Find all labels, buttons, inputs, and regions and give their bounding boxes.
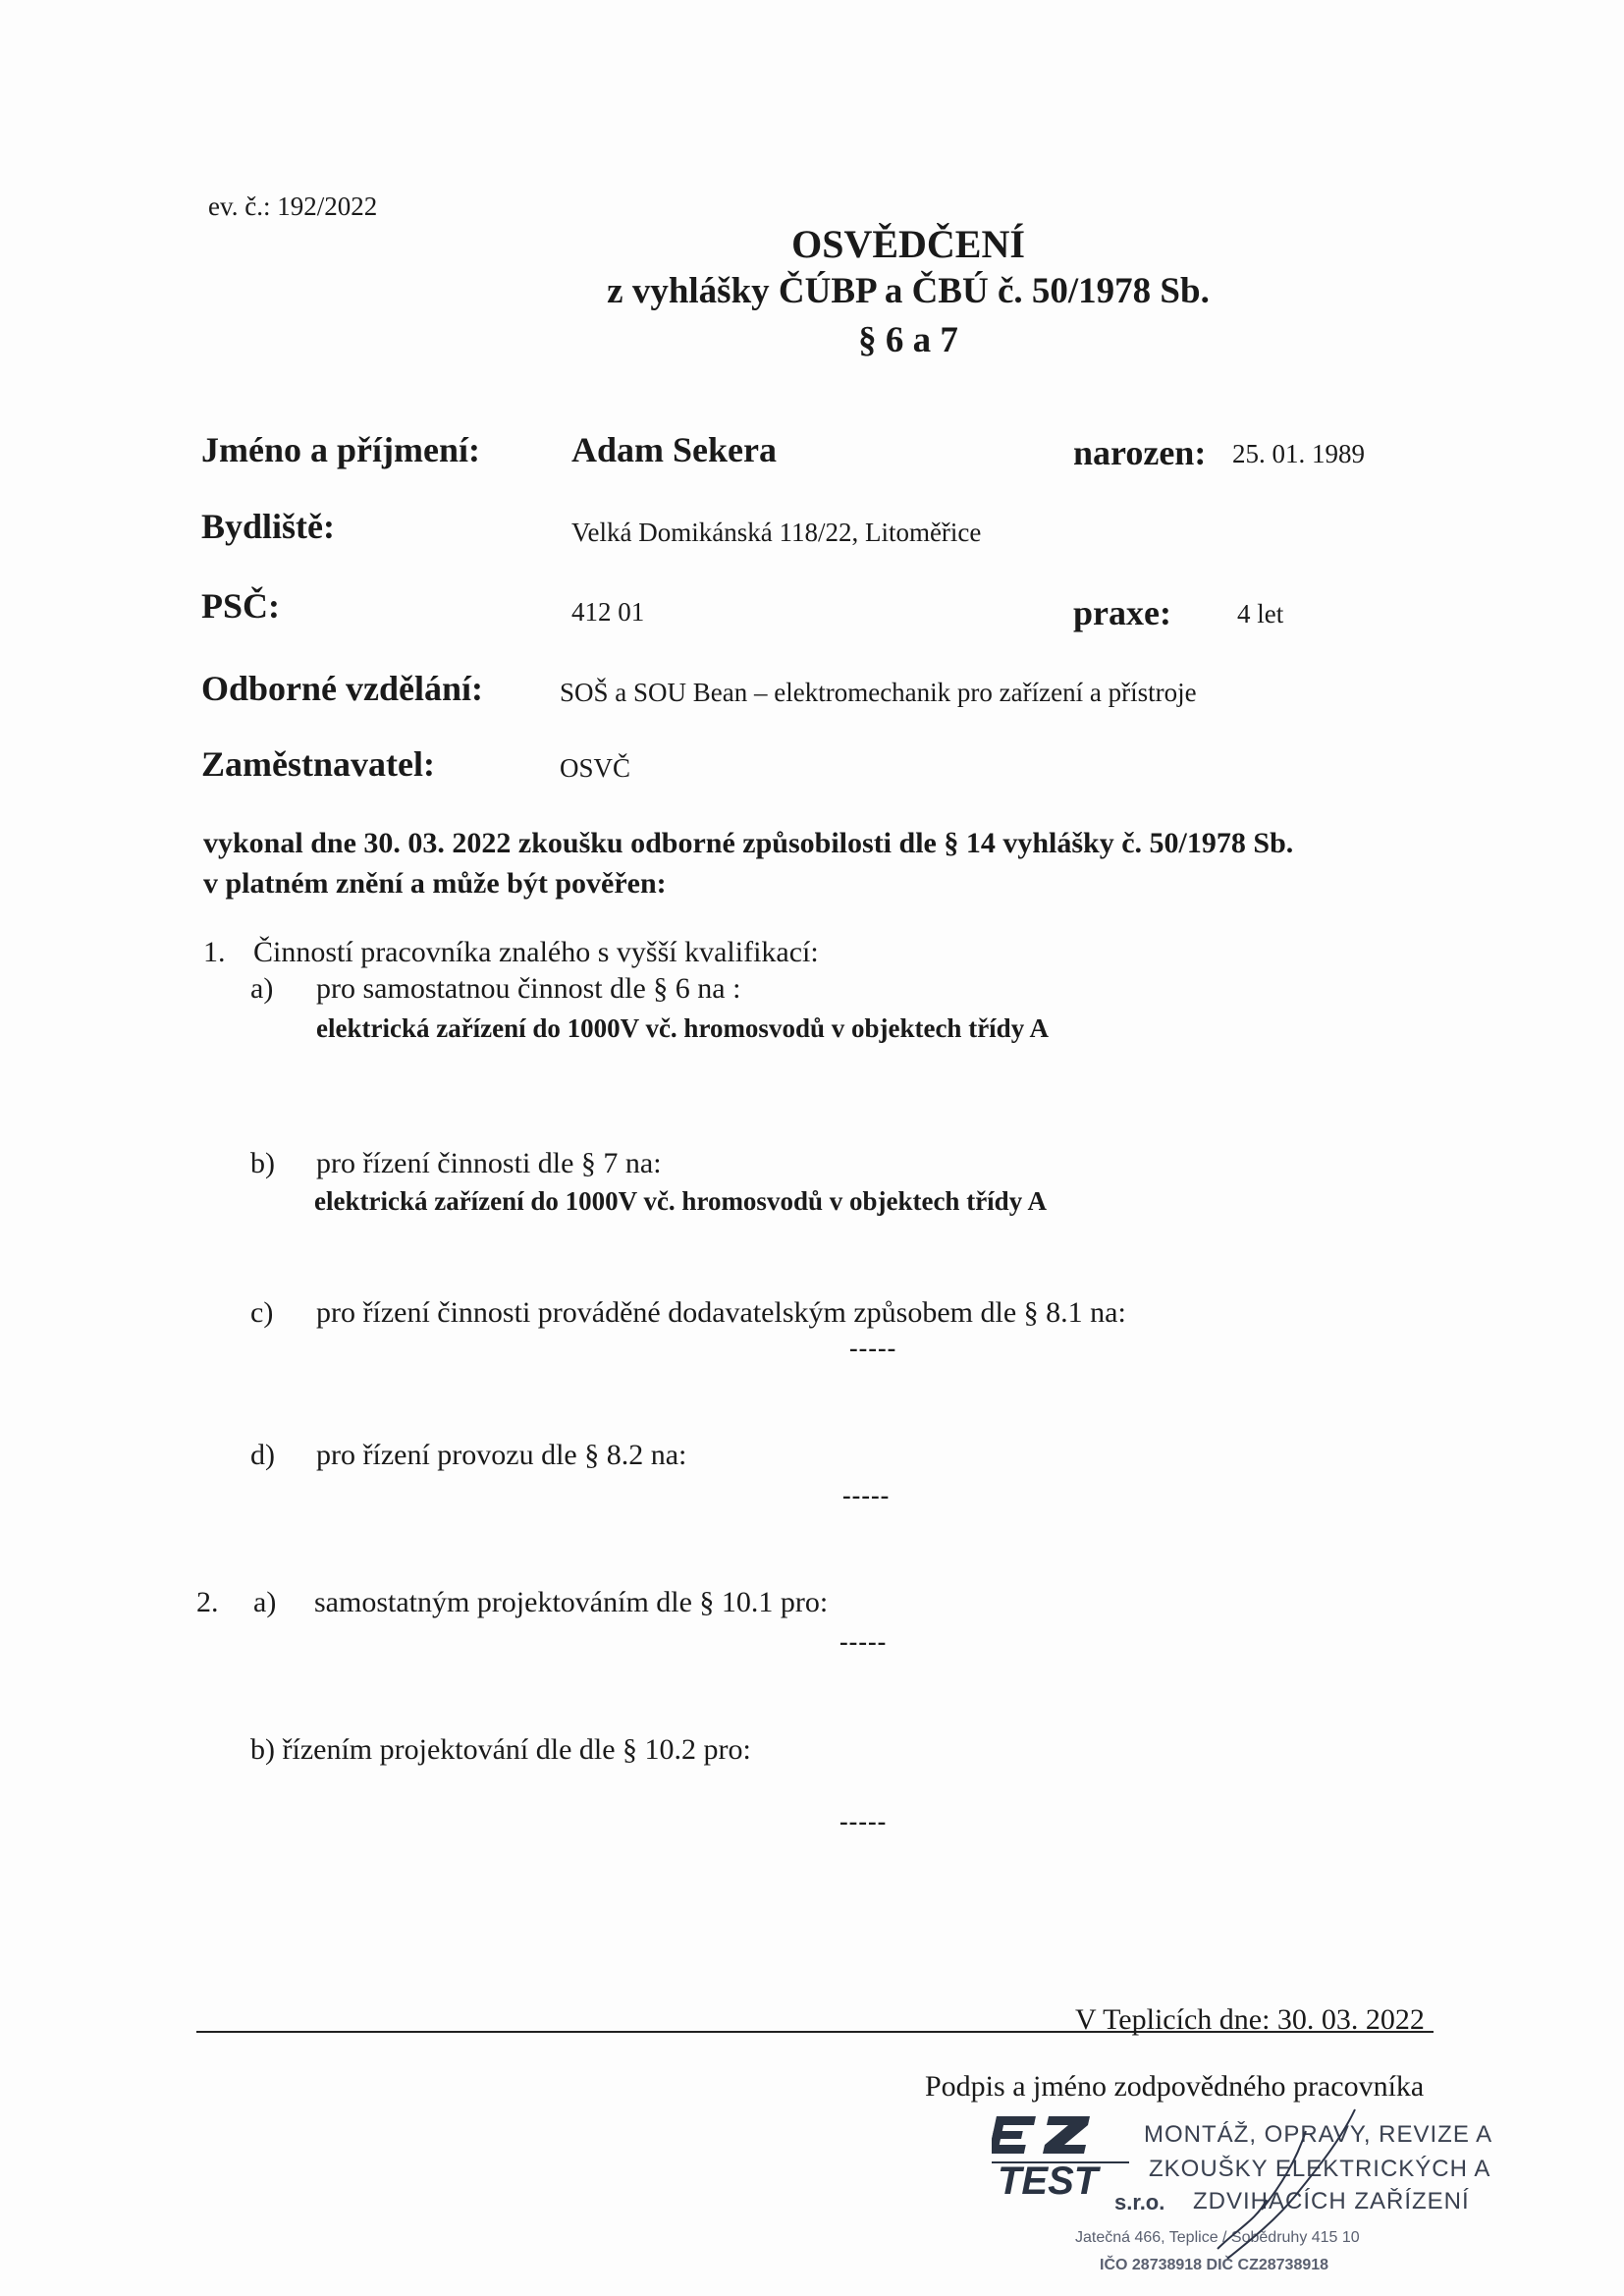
employer-value: OSVČ: [560, 753, 631, 783]
psc-value: 412 01: [571, 597, 645, 627]
address-label: Bydliště:: [201, 507, 336, 546]
education-value: SOŠ a SOU Bean – elektromechanik pro zařízení a přístroje: [560, 678, 1197, 707]
document-subtitle: z vyhlášky ČÚBP a ČBÚ č. 50/1978 Sb.: [607, 271, 1210, 311]
section-1b-scope: elektrická zařízení do 1000V vč. hromosvodů v objektech třídy A: [314, 1186, 1047, 1216]
section-2b-text: b) řízením projektování dle dle § 10.2 pro:: [250, 1733, 751, 1766]
section-1-number: 1.: [203, 936, 226, 968]
psc-label: PSČ:: [201, 586, 280, 626]
praxe-value: 4 let: [1237, 599, 1284, 629]
signature-caption: Podpis a jméno zodpovědného pracovníka: [925, 2070, 1425, 2103]
statement-line-2: v platném znění a může být pověřen:: [203, 867, 667, 900]
section-2a-scope: -----: [839, 1627, 888, 1656]
section-1-heading: Činností pracovníka znalého s vyšší kvalifikací:: [253, 936, 819, 968]
document-paragraphs: § 6 a 7: [858, 320, 958, 360]
stamp-line-4: Jatečná 466, Teplice / Sobědruhy 415 10: [1075, 2229, 1360, 2246]
place-date: V Teplicích dne: 30. 03. 2022: [1075, 2003, 1425, 2036]
statement-line-1: vykonal dne 30. 03. 2022 zkoušku odborné způsobilosti dle § 14 vyhlášky č. 50/1978 Sb.: [203, 827, 1294, 859]
stamp-line-1: MONTÁŽ, OPRAVY, REVIZE A: [1144, 2121, 1493, 2148]
stamp-line-5: IČO 28738918 DIČ CZ28738918: [1100, 2257, 1329, 2273]
stamp-line-2: ZKOUŠKY ELEKTRICKÝCH A: [1149, 2156, 1491, 2182]
address-value: Velká Domikánská 118/22, Litoměřice: [571, 518, 982, 547]
employer-label: Zaměstnavatel:: [201, 744, 435, 784]
education-label: Odborné vzdělání:: [201, 669, 484, 708]
section-1b-text: pro řízení činnosti dle § 7 na:: [316, 1147, 662, 1179]
handwritten-signature: [1159, 2102, 1384, 2278]
section-2a-text: samostatným projektováním dle § 10.1 pro:: [314, 1586, 829, 1618]
stamp-sro: s.r.o.: [1114, 2190, 1165, 2214]
born-label: narozen:: [1073, 433, 1207, 472]
praxe-label: praxe:: [1073, 593, 1171, 632]
stamp-line-3: ZDVIHACÍCH ZAŘÍZENÍ: [1193, 2188, 1470, 2214]
section-2a-letter: a): [253, 1586, 277, 1618]
section-1c-letter: c): [250, 1296, 274, 1329]
section-1c-scope: -----: [849, 1334, 897, 1362]
evidence-number: ev. č.: 192/2022: [208, 191, 378, 221]
name-label: Jméno a příjmení:: [201, 430, 480, 469]
section-1d-letter: d): [250, 1439, 275, 1471]
svg-text:TEST: TEST: [998, 2159, 1099, 2203]
section-2-number: 2.: [196, 1586, 219, 1618]
section-1a-scope: elektrická zařízení do 1000V vč. hromosvodů v objektech třídy A: [316, 1013, 1049, 1043]
section-1a-text: pro samostatnou činnost dle § 6 na :: [316, 972, 741, 1005]
section-1d-scope: -----: [842, 1481, 891, 1509]
section-1b-letter: b): [250, 1147, 275, 1179]
document-title: OSVĚDČENÍ: [791, 222, 1025, 266]
name-value: Adam Sekera: [571, 430, 777, 469]
section-1d-text: pro řízení provozu dle § 8.2 na:: [316, 1439, 687, 1471]
section-1a-letter: a): [250, 972, 274, 1005]
born-value: 25. 01. 1989: [1232, 439, 1365, 468]
section-2b-scope: -----: [839, 1807, 888, 1835]
section-1c-text: pro řízení činnosti prováděné dodavatelským způsobem dle § 8.1 na:: [316, 1296, 1126, 1329]
